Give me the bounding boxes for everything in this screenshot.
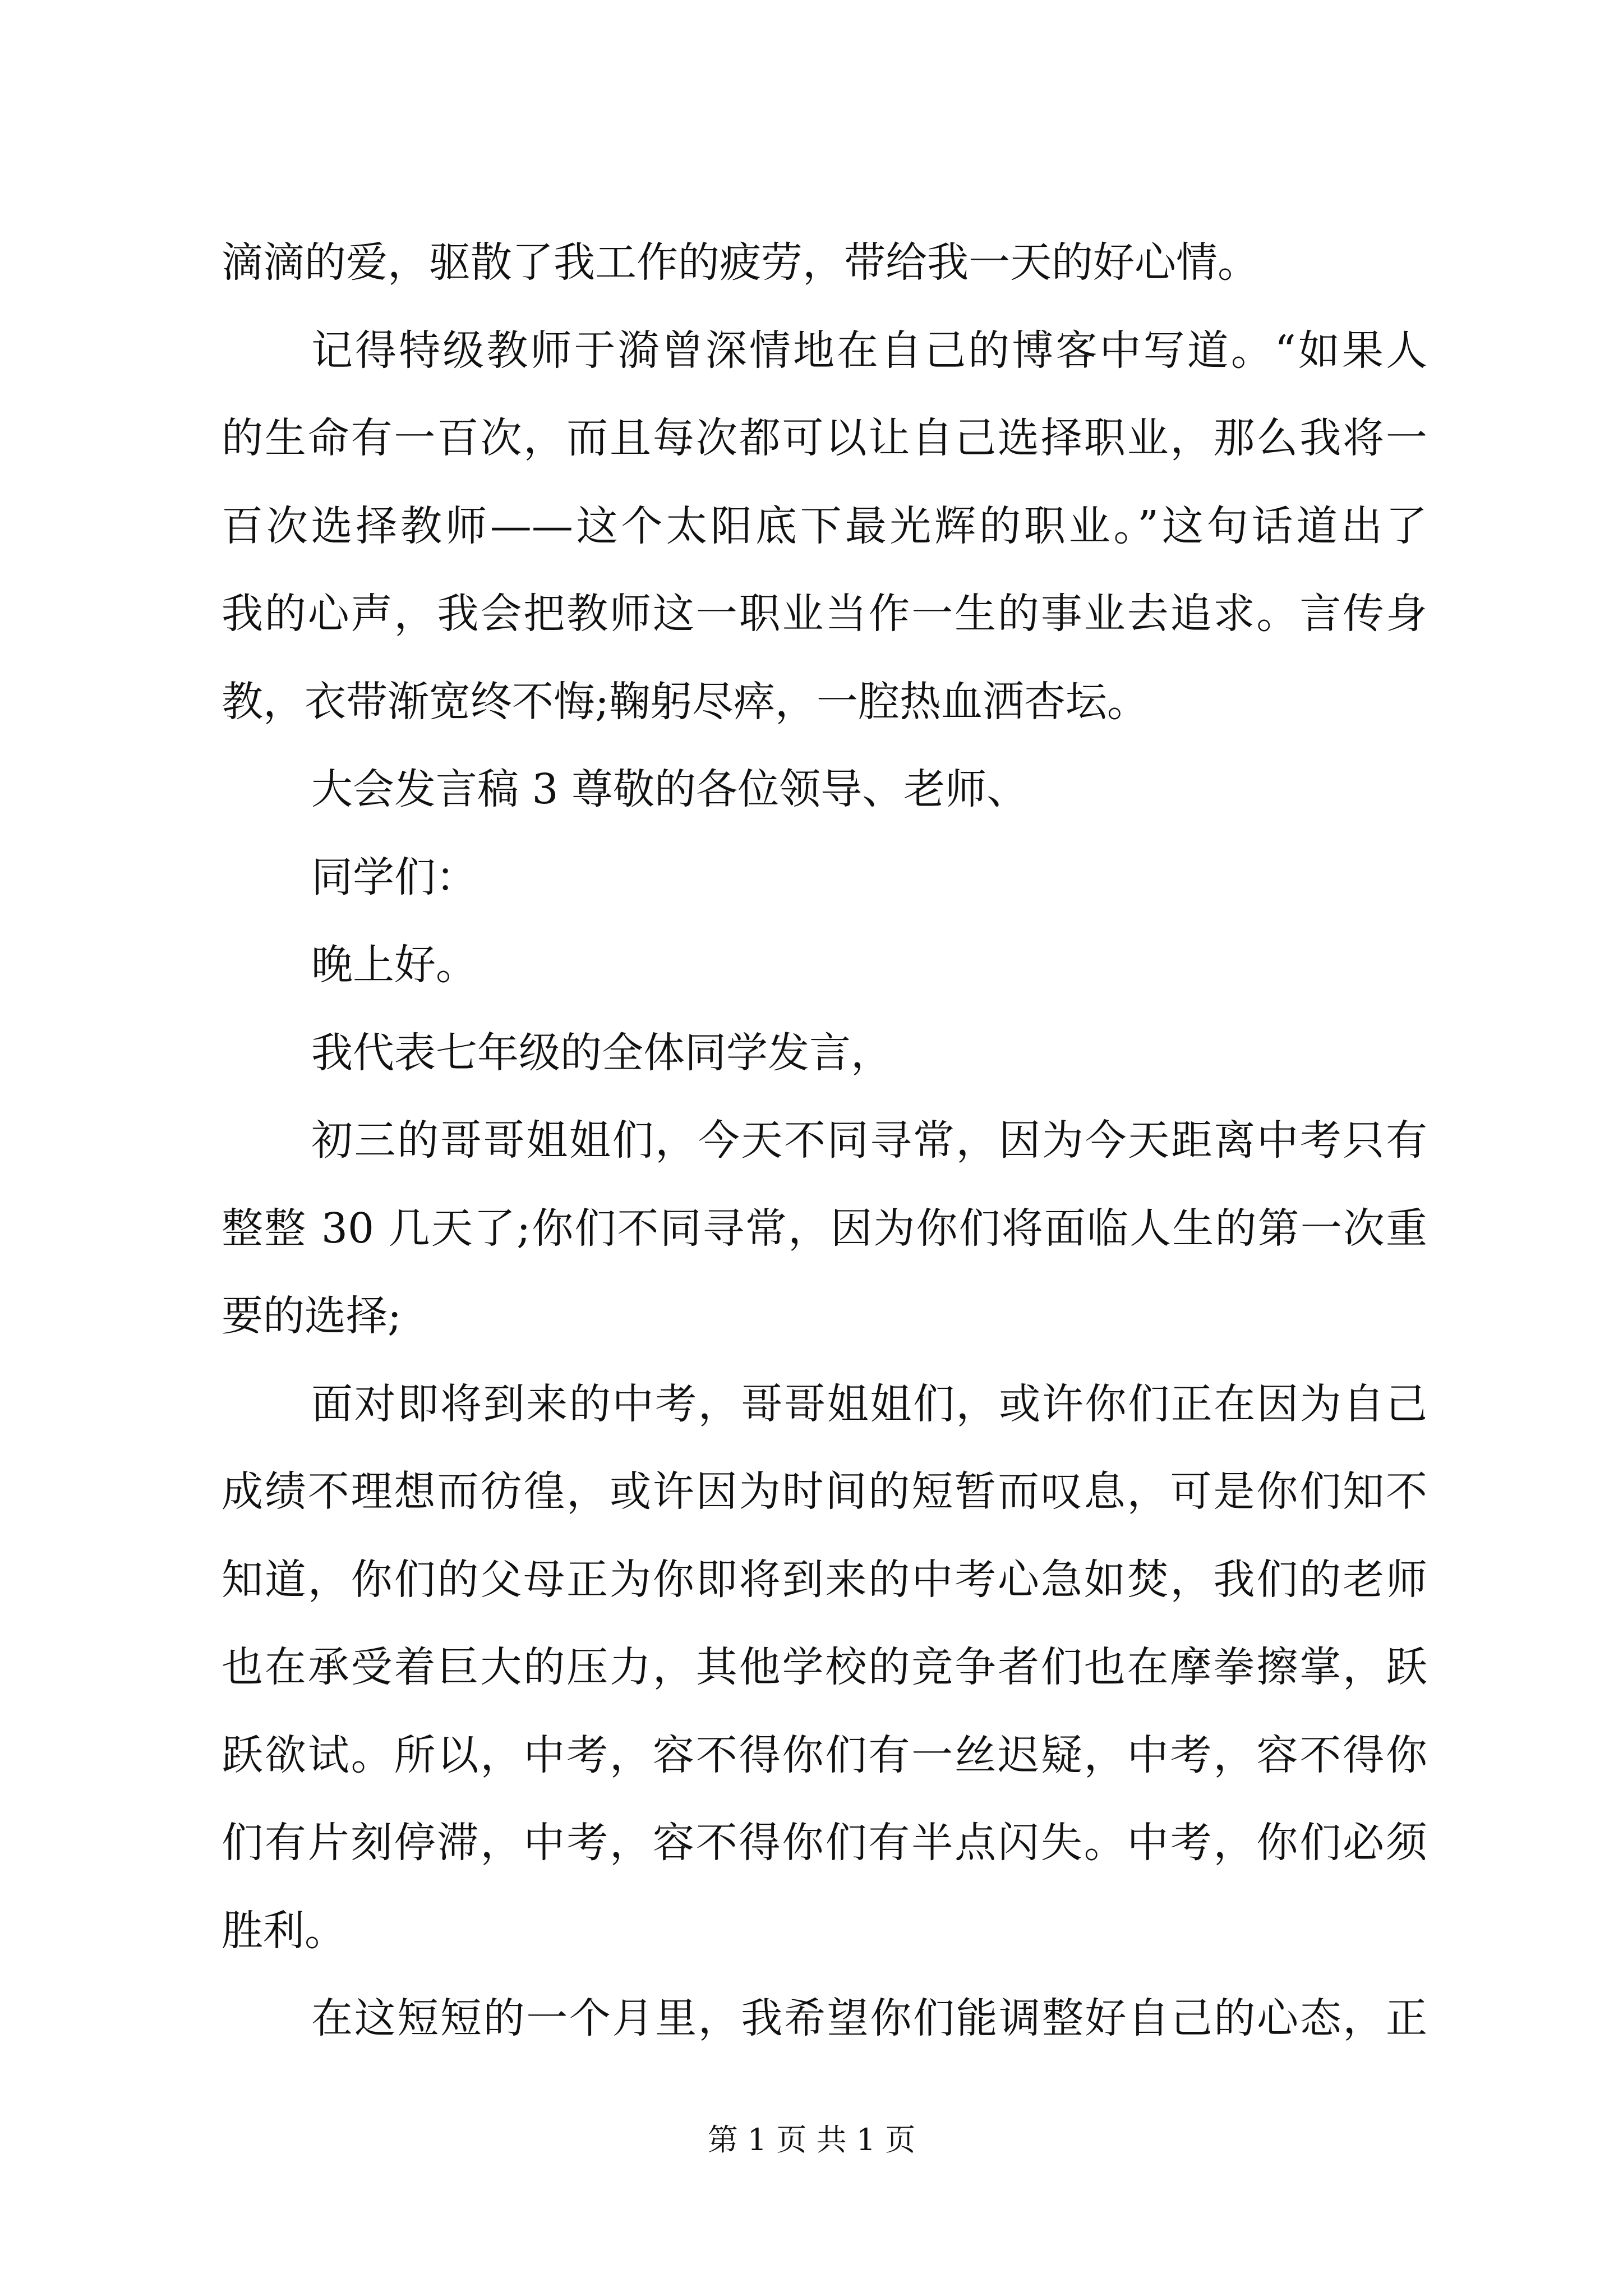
text-line: 的生命有一百次，而且每次都可以让自己选择职业，那么我将一: [222, 414, 1427, 462]
text-line: 整整 30 几天了;你们不同寻常，因为你们将面临人生的第一次重: [222, 1204, 1427, 1253]
text-line: 面对即将到来的中考，哥哥姐姐们，或许你们正在因为自己: [311, 1379, 1427, 1428]
text-line: 们有片刻停滞，中考，容不得你们有半点闪失。中考，你们必须: [222, 1819, 1427, 1867]
text-line: 同学们：: [311, 853, 477, 901]
text-line: 教，衣带渐宽终不悔;鞠躬尽瘁，一腔热血洒杏坛。: [222, 677, 1149, 726]
text-line: 百次选择教师——这个太阳底下最光辉的职业。”这句话道出了: [222, 501, 1427, 550]
text-line: 成绩不理想而彷徨，或许因为时间的短暂而叹息，可是你们知不: [222, 1467, 1427, 1516]
text-line: 大会发言稿 3 尊敬的各位领导、老师、: [311, 765, 1029, 813]
text-line: 我的心声，我会把教师这一职业当作一生的事业去追求。言传身: [222, 590, 1427, 638]
text-line: 跃欲试。所以，中考，容不得你们有一丝迟疑，中考，容不得你: [222, 1731, 1427, 1779]
text-line: 在这短短的一个月里，我希望你们能调整好自己的心态，正: [311, 1994, 1427, 2042]
text-line: 我代表七年级的全体同学发言，: [311, 1028, 892, 1077]
page-footer: 第 1 页 共 1 页: [707, 2122, 916, 2157]
text-line: 胜利。: [222, 1906, 346, 1955]
text-line: 滴滴的爱，驱散了我工作的疲劳，带给我一天的好心情。: [222, 238, 1259, 287]
text-line: 知道，你们的父母正为你即将到来的中考心急如焚，我们的老师: [222, 1555, 1427, 1604]
text-line: 要的选择;: [222, 1292, 402, 1340]
text-line: 晚上好。: [311, 941, 477, 989]
text-line: 初三的哥哥姐姐们，今天不同寻常，因为今天距离中考只有: [311, 1116, 1427, 1165]
body-text: [222, 219, 1427, 2063]
text-line: 也在承受着巨大的压力，其他学校的竞争者们也在摩拳擦掌，跃: [222, 1643, 1427, 1691]
text-line: 记得特级教师于漪曾深情地在自己的博客中写道。“如果人: [311, 326, 1427, 375]
